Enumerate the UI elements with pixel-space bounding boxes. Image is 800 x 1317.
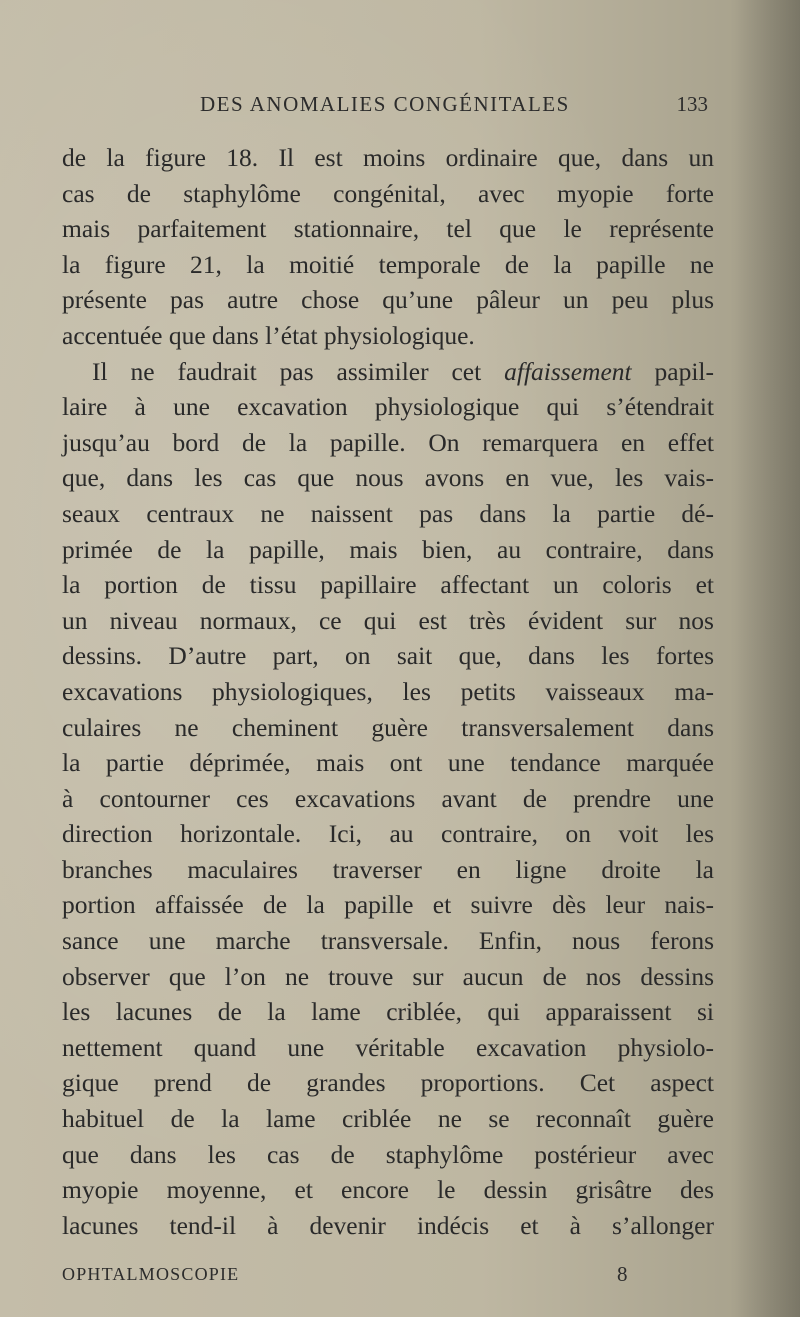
text-line: laire à une excavation physiologique qui s’étendrait [62,392,714,422]
body-text [62,140,714,1243]
text-line: myopie moyenne, et encore le dessin grisâtre des [62,1175,714,1205]
text-line: cas de staphylôme congénital, avec myopie forte [62,178,714,208]
text-line: primée de la papille, mais bien, au contraire, dans [62,534,714,564]
text-line: branches maculaires traverser en ligne droite la [62,854,714,884]
signature-number: 8 [617,1262,628,1286]
text-line: que dans les cas de staphylôme postérieur avec [62,1139,714,1169]
text-line: excavations physiologiques, les petits vaisseaux ma- [62,676,714,706]
text-line: direction horizontale. Ici, au contraire, on voit les [62,819,714,849]
text-line: un niveau normaux, ce qui est très évident sur nos [62,605,714,635]
text-line: la figure 21, la moitié temporale de la papille ne [62,249,714,279]
text-line: de la figure 18. Il est moins ordinaire que, dans un [62,143,714,172]
page-edge-shadow [730,0,800,1317]
text-line-with-italic [62,354,714,390]
text-line: la portion de tissu papillaire affectant un coloris et [62,570,714,600]
text-line: sance une marche transversale. Enfin, nous ferons [62,926,714,956]
text-line: accentuée que dans l’état physiologique. [62,320,475,350]
text-line: seaux centraux ne naissent pas dans la partie dé- [62,498,714,528]
text-line: que, dans les cas que nous avons en vue, les vais- [62,463,714,493]
text-line: mais parfaitement stationnaire, tel que le représente [62,214,714,244]
page-header [200,92,720,122]
text-line: à contourner ces excavations avant de prendre une [62,783,714,813]
text-line: habituel de la lame criblée ne se reconnaît guère [62,1104,714,1134]
text-line: dessins. D’autre part, on sait que, dans les fortes [62,641,714,671]
text-line: présente pas autre chose qu’une pâleur un peu plus [62,285,714,315]
signature-label: OPHTALMOSCOPIE [62,1264,240,1284]
italic-word: affaissement [504,356,632,386]
text-line: la partie déprimée, mais ont une tendance marquée [62,748,714,778]
running-title: DES ANOMALIES CONGÉNITALES [200,92,570,116]
page-number: 133 [676,92,708,116]
text-line-prefix: Il ne faudrait pas assimiler cet [92,356,482,386]
text-line: portion affaissée de la papille et suivre dès leur nais- [62,890,714,920]
text-line: observer que l’on ne trouve sur aucun de nos dessins [62,961,714,991]
text-line-suffix: papil- [631,356,715,386]
text-line: les lacunes de la lame criblée, qui apparaissent si [62,997,714,1027]
text-line: culaires ne cheminent guère transversalement dans [62,712,714,742]
text-line: nettement quand une véritable excavation physiolo- [62,1032,714,1062]
text-line: jusqu’au bord de la papille. On remarquera en effet [62,427,714,457]
text-line: gique prend de grandes proportions. Cet aspect [62,1068,714,1098]
text-line: lacunes tend-il à devenir indécis et à s’allonger [62,1210,714,1240]
